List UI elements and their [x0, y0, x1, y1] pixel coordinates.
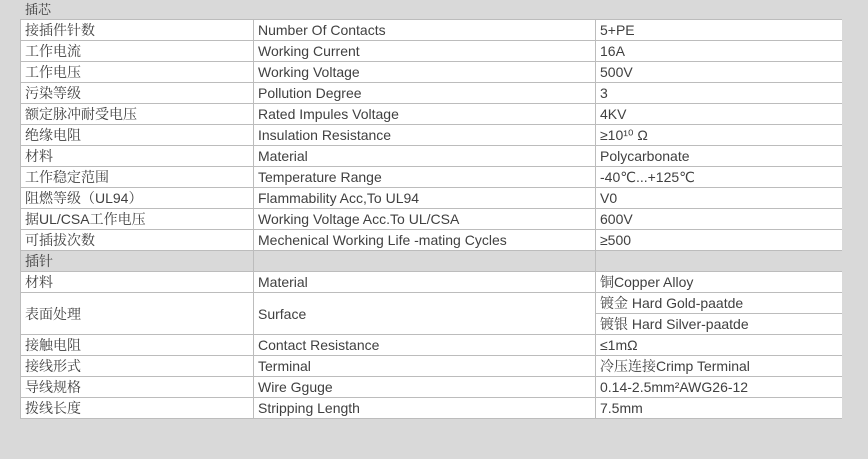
spec-cell-value: 0.14-2.5mm²AWG26-12	[596, 377, 842, 398]
spec-row	[21, 62, 842, 83]
section-header-empty-cell	[596, 251, 842, 272]
spec-cell-cn: 阻燃等级（UL94）	[21, 188, 254, 209]
spec-cell-en: Rated Impules Voltage	[254, 104, 596, 125]
spec-cell-value: V0	[596, 188, 842, 209]
spec-row	[21, 146, 842, 167]
spec-cell-cn: 接线形式	[21, 356, 254, 377]
spec-cell-value: 4KV	[596, 104, 842, 125]
spec-row	[21, 377, 842, 398]
spec-cell-cn: 额定脉冲耐受电压	[21, 104, 254, 125]
spec-cell-cn: 绝缘电阻	[21, 125, 254, 146]
spec-cell-cn: 污染等级	[21, 83, 254, 104]
spec-row	[21, 209, 842, 230]
spec-cell-en: Surface	[254, 293, 596, 335]
spec-cell-value: 5+PE	[596, 20, 842, 41]
spec-cell-en: Pollution Degree	[254, 83, 596, 104]
spec-row	[21, 188, 842, 209]
spec-row	[21, 83, 842, 104]
section-header-row-pin	[21, 251, 842, 272]
spec-row	[21, 272, 842, 293]
spec-cell-value: 3	[596, 83, 842, 104]
spec-row	[21, 335, 842, 356]
spec-table	[20, 19, 842, 419]
spec-cell-value: ≥10¹⁰ Ω	[596, 125, 842, 146]
spec-cell-en: Flammability Acc,To UL94	[254, 188, 596, 209]
section-header-empty-cell	[254, 251, 596, 272]
spec-cell-value: 7.5mm	[596, 398, 842, 419]
spec-cell-en: Wire Gguge	[254, 377, 596, 398]
spec-cell-en: Terminal	[254, 356, 596, 377]
spec-cell-value: 冷压连接Crimp Terminal	[596, 356, 842, 377]
spec-cell-cn: 导线规格	[21, 377, 254, 398]
spec-cell-value: ≤1mΩ	[596, 335, 842, 356]
spec-cell-en: Working Current	[254, 41, 596, 62]
spec-cell-value: 500V	[596, 62, 842, 83]
spec-cell-en: Stripping Length	[254, 398, 596, 419]
spec-cell-en: Mechenical Working Life -mating Cycles	[254, 230, 596, 251]
spec-cell-value: 铜Copper Alloy	[596, 272, 842, 293]
spec-cell-en: Insulation Resistance	[254, 125, 596, 146]
spec-row	[21, 41, 842, 62]
spec-cell-en: Working Voltage Acc.To UL/CSA	[254, 209, 596, 230]
spec-cell-value: ≥500	[596, 230, 842, 251]
spec-row	[21, 20, 842, 41]
spec-cell-en: Material	[254, 146, 596, 167]
spec-row	[21, 356, 842, 377]
spec-cell-en: Working Voltage	[254, 62, 596, 83]
spec-cell-en: Number Of Contacts	[254, 20, 596, 41]
spec-cell-value: 600V	[596, 209, 842, 230]
spec-cell-en: Material	[254, 272, 596, 293]
spec-row	[21, 230, 842, 251]
spec-cell-cn: 表面处理	[21, 293, 254, 335]
spec-sheet	[20, 0, 841, 419]
spec-cell-cn: 材料	[21, 146, 254, 167]
section-title-core: 插芯	[25, 2, 52, 17]
spec-row	[21, 104, 842, 125]
spec-row	[21, 398, 842, 419]
spec-cell-value: 镀金 Hard Gold-paatde	[596, 293, 842, 314]
spec-cell-cn: 材料	[21, 272, 254, 293]
spec-cell-value: 16A	[596, 41, 842, 62]
spec-row	[21, 125, 842, 146]
spec-cell-value: Polycarbonate	[596, 146, 842, 167]
spec-row	[21, 167, 842, 188]
section-title-pin: 插针	[21, 251, 254, 272]
spec-cell-cn: 拨线长度	[21, 398, 254, 419]
spec-cell-en: Temperature Range	[254, 167, 596, 188]
spec-cell-cn: 接触电阻	[21, 335, 254, 356]
spec-cell-en: Contact Resistance	[254, 335, 596, 356]
spec-cell-cn: 接插件针数	[21, 20, 254, 41]
spec-row	[21, 293, 842, 314]
spec-cell-cn: 据UL/CSA工作电压	[21, 209, 254, 230]
spec-cell-value: 镀银 Hard Silver-paatde	[596, 314, 842, 335]
spec-cell-cn: 工作电流	[21, 41, 254, 62]
spec-cell-cn: 工作稳定范围	[21, 167, 254, 188]
spec-cell-cn: 工作电压	[21, 62, 254, 83]
spec-cell-cn: 可插拔次数	[21, 230, 254, 251]
spec-cell-value: -40℃...+125℃	[596, 167, 842, 188]
